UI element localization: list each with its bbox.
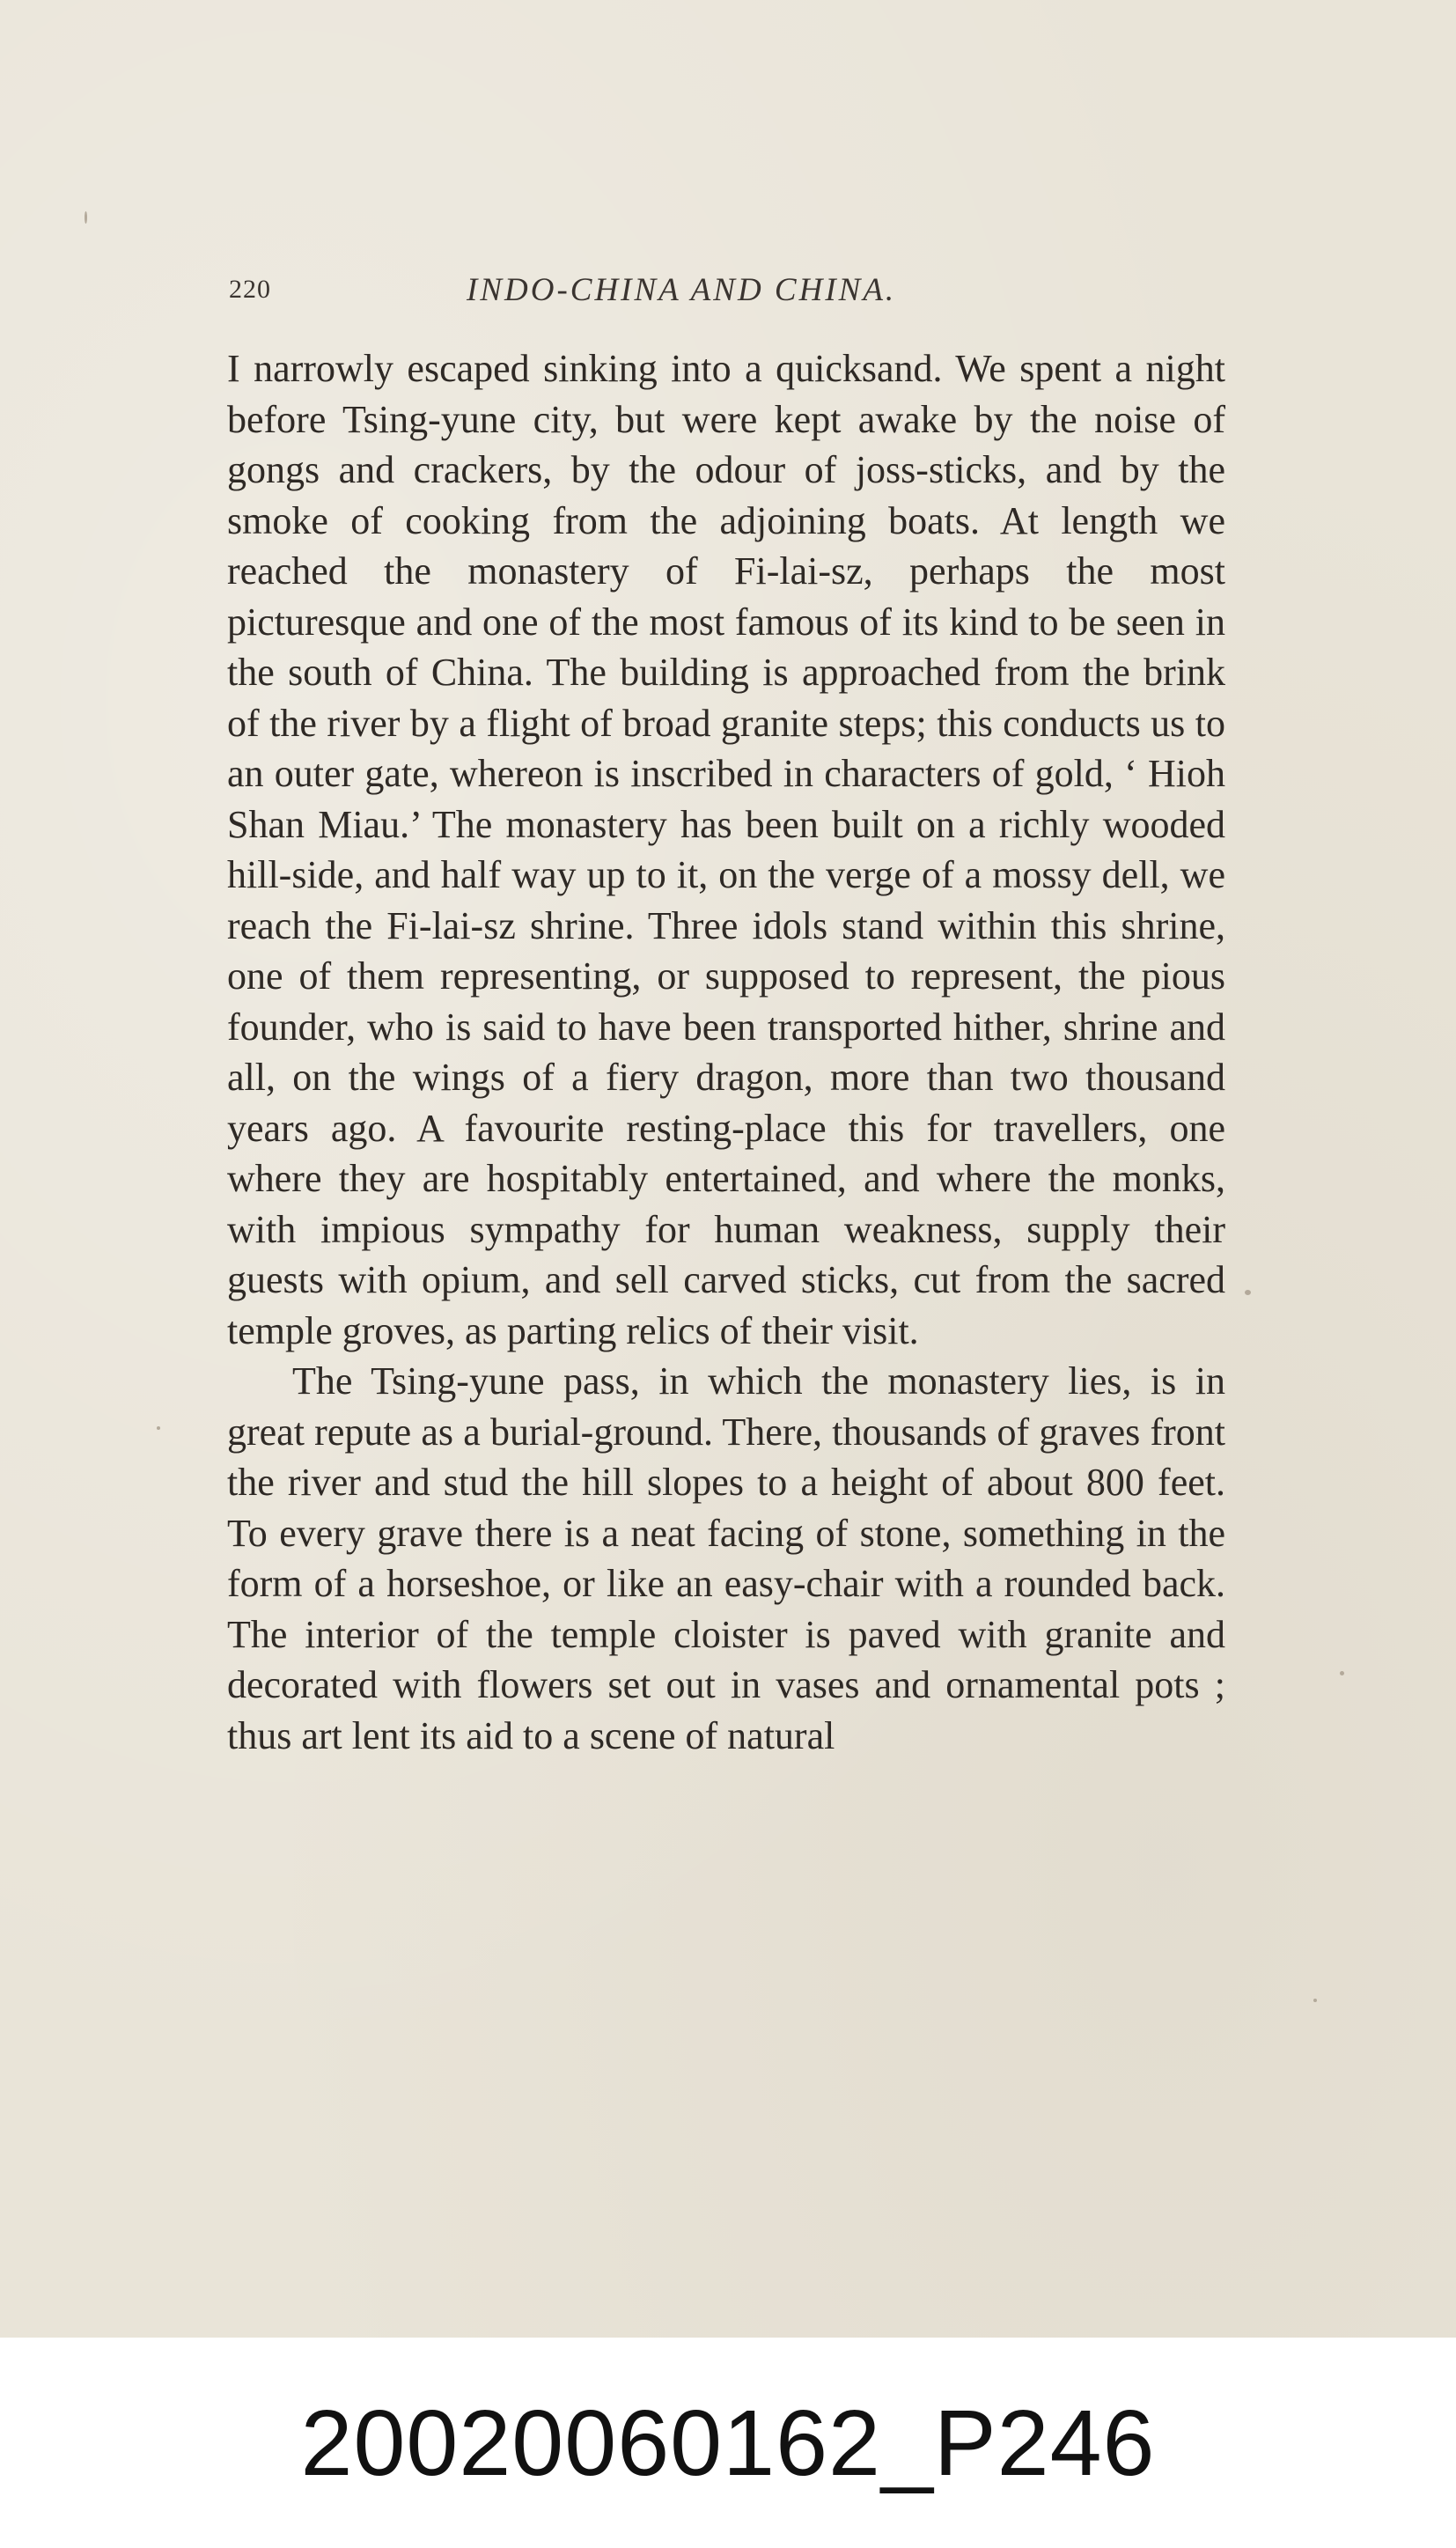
paper-speck xyxy=(1313,1999,1317,2002)
paper-speck xyxy=(85,211,87,224)
paragraph: The Tsing-yune pass, in which the monastery lies, is in great repute as a burial-ground. There, thousands of graves front the river and stud the hill slopes to a height of about 800 feet. To every grave there is a neat facing of stone, something in the form of a horseshoe, or like an easy-chair with a rounded back. The interior of the temple cloister is paved with granite and decorated with flowers set out in vases and ornamental pots ; thus art lent its aid to a scene of natural xyxy=(227,1359,1225,1757)
paper-speck xyxy=(1245,1290,1251,1295)
paper-speck xyxy=(1340,1671,1344,1675)
document-identifier: 20020060162_P246 xyxy=(300,2391,1156,2495)
running-head xyxy=(229,271,1224,315)
page-number: 220 xyxy=(229,275,271,304)
body-text xyxy=(227,343,1225,1761)
paragraph: I narrowly escaped sinking into a quicksand. We spent a night before Tsing-yune city, but were kept awake by the noise of gongs and crackers, by the odour of joss-sticks, and by the smoke of cooking from the adjoining boats. At length we reached the monastery of Fi-lai-sz, perhaps the most picturesque and one of the most famous of its kind to be seen in the south of China. The building is approached from the brink of the river by a flight of broad granite steps; this conducts us to an outer gate, whereon is inscribed in characters of gold, ‘ Hioh Shan Miau.’ The monastery has been built on a richly wooded hill-side, and half way up to it, on the verge of a mossy dell, we reach the Fi-lai-sz shrine. Three idols stand within this shrine, one of them representing, or supposed to represent, the pious founder, who is said to have been transported hither, shrine and all, on the wings of a fiery dragon, more than two thousand years ago. A favourite resting-place this for travellers, one where they are hospitably entertained, and where the monks, with impious sympathy for human weakness, supply their guests with opium, and sell carved sticks, cut from the sacred temple groves, as parting relics of their visit. xyxy=(227,347,1225,1352)
running-title: INDO-CHINA AND CHINA. xyxy=(467,272,897,308)
paper-speck xyxy=(157,1426,160,1430)
footer-strip xyxy=(0,2338,1456,2548)
